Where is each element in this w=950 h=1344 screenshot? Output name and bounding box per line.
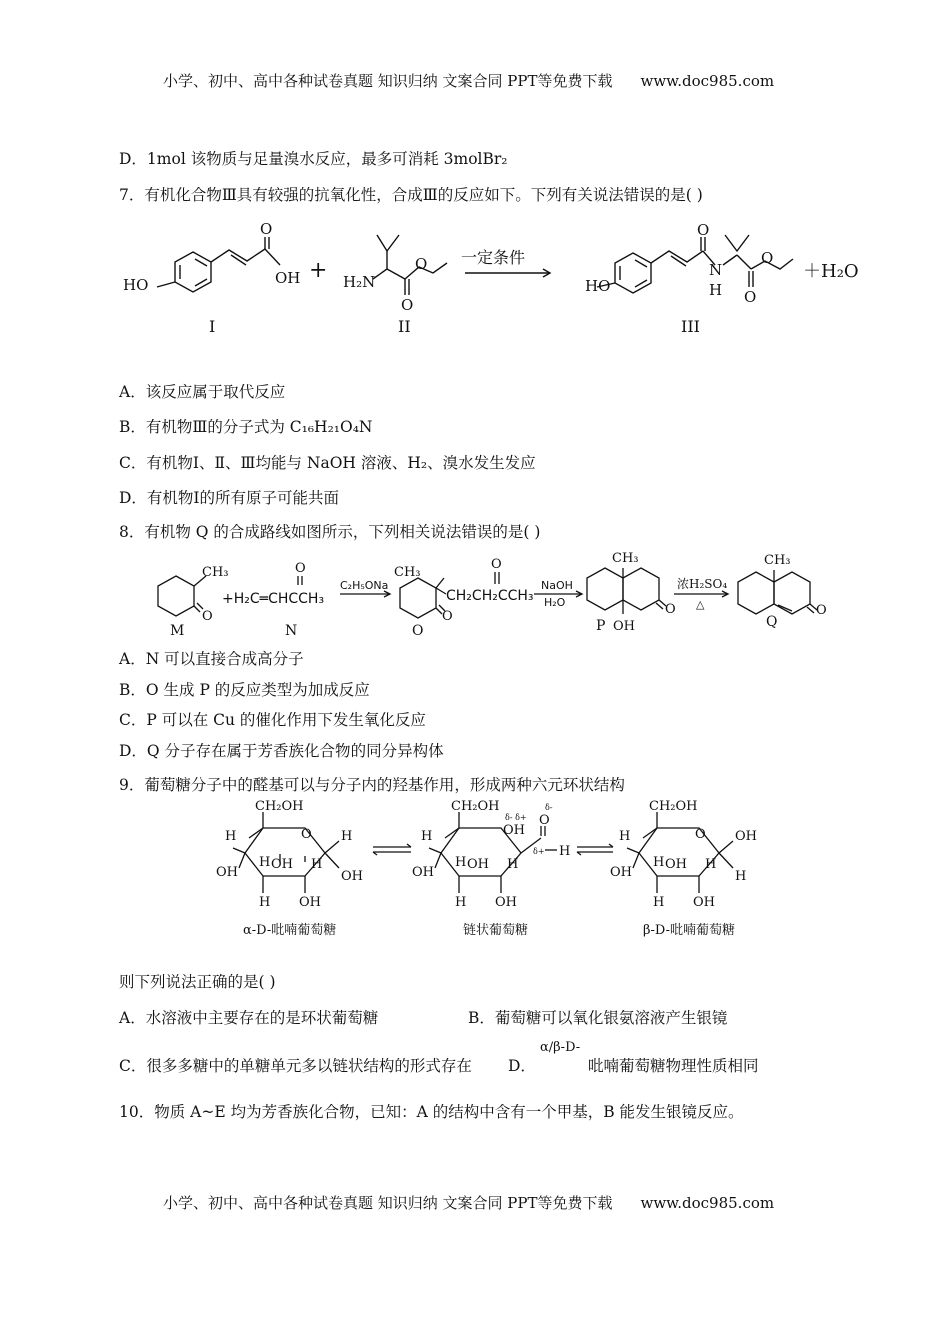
page-header [163,70,774,91]
q7-option-d: D．有机物Ⅰ的所有原子可能共面 [119,489,340,507]
svg-text:OH: OH [275,269,301,287]
svg-text:O: O [539,813,550,828]
svg-text:N: N [709,261,723,279]
q8-option-d: D．Q 分子存在属于芳香族化合物的同分异构体 [119,742,444,760]
svg-text:HO: HO [123,276,149,294]
svg-text:CH₃: CH₃ [612,551,639,566]
svg-text:O: O [202,609,213,624]
q8-ring-p-left [587,568,623,610]
svg-text:δ-: δ- [545,803,553,812]
svg-text:H: H [559,844,571,859]
svg-text:OH: OH [216,865,238,880]
svg-text:HO: HO [585,277,611,295]
svg-text:O: O [665,602,676,617]
q8-option-b: B．O 生成 P 的反应类型为加成反应 [119,681,370,699]
svg-text:OH: OH [341,869,363,884]
q7-reaction-scheme [115,215,875,340]
q8-ring-m [158,576,194,616]
svg-text:O: O [415,255,428,273]
svg-text:δ+: δ+ [533,847,545,856]
svg-text:OH: OH [693,895,715,910]
q7-option-b: B．有机物Ⅲ的分子式为 C₁₆H₂₁O₄N [119,418,373,436]
svg-text:H: H [507,857,519,872]
q9-option-a: A．水溶液中主要存在的是环状葡萄糖 [119,1009,379,1027]
svg-text:CH₃: CH₃ [764,553,791,568]
q8-reagent-1: C₂H₅ONa [340,579,389,592]
page-footer [163,1192,774,1213]
svg-text:O: O [816,603,827,618]
q8-ring-o [400,578,436,618]
svg-text:+: + [309,258,328,283]
q8-label-q: Q [766,614,778,630]
header-url[interactable]: www.doc985.com [640,72,775,90]
svg-text:δ- δ+: δ- δ+ [505,813,527,822]
svg-text:OH: OH [299,895,321,910]
q10-stem: 10．物质 A~E 均为芳香族化合物，已知：A 的结构中含有一个甲基，B 能发生银镜反应。 [119,1103,744,1121]
q8-reagent-3-bottom: △ [696,598,705,611]
svg-text:H: H [709,281,723,299]
q9-option-d-prefix: D． [508,1057,536,1075]
svg-text:O: O [695,827,706,842]
svg-text:O: O [491,557,502,572]
q8-option-a: A．N 可以直接合成高分子 [119,650,304,668]
q8-label-n: N [285,623,298,639]
svg-text:O: O [260,220,273,238]
footer-url[interactable]: www.doc985.com [640,1194,775,1212]
q8-stem: 8．有机物 Q 的合成路线如图所示，下列相关说法错误的是( ) [119,523,541,541]
q9-glucose-structures [215,798,765,943]
svg-text:H: H [653,895,665,910]
svg-text:H: H [653,855,665,870]
svg-text:OH: OH [613,619,635,634]
q8-label-m: M [170,623,185,639]
svg-text:OH: OH [665,857,687,872]
svg-text:CH₂OH: CH₂OH [255,799,304,814]
svg-text:CH₃: CH₃ [202,565,229,580]
q7-stem: 7．有机化合物Ⅲ具有较强的抗氧化性，合成Ⅲ的反应如下。下列有关说法错误的是( ) [119,186,703,204]
q7-option-c: C．有机物Ⅰ、Ⅱ、Ⅲ均能与 NaOH 溶液、H₂、溴水发生发应 [119,454,536,472]
svg-text:OH: OH [495,895,517,910]
svg-text:H: H [421,829,433,844]
svg-text:O: O [442,609,453,624]
svg-text:O: O [761,249,774,267]
q7-condition: 一定条件 [461,248,526,267]
svg-text:O: O [744,288,757,306]
svg-text:H₂N: H₂N [343,273,376,291]
svg-text:O: O [697,221,710,239]
q9-follow: 则下列说法正确的是( ) [119,973,276,991]
svg-text:H: H [225,829,237,844]
svg-text:OH: OH [610,865,632,880]
q8-label-p: P [596,618,606,634]
q8-synthesis-route [150,548,840,643]
q8-ring-q-left [738,572,774,614]
q8-reagent-2-bottom: H₂O [544,596,566,609]
svg-text:H: H [341,829,353,844]
q9-option-d-rest: 吡喃葡萄糖物理性质相同 [588,1057,759,1075]
q9-option-c: C．很多多糖中的单糖单元多以链状结构的形式存在 [119,1057,472,1075]
q6-option-d: D．1mol 该物质与足量溴水反应，最多可消耗 3molBr₂ [119,150,508,168]
svg-text:H: H [259,855,271,870]
svg-text:CH₂OH: CH₂OH [451,799,500,814]
svg-text:O: O [401,296,414,314]
q9-label-chain: 链状葡萄糖 [463,923,529,938]
svg-text:H: H [311,857,323,872]
q8-reagent-2-top: NaOH [541,579,573,592]
q7-water: ＋H₂O [803,261,859,282]
svg-text:OH: OH [503,823,525,838]
q8-reagent-3-top: 浓H₂SO₄ [677,577,728,591]
svg-text:H: H [259,895,271,910]
q7-option-a: A．该反应属于取代反应 [119,383,286,401]
svg-text:OH: OH [467,857,489,872]
svg-text:H: H [705,857,717,872]
q9-label-beta: β-D-吡喃葡萄糖 [643,923,735,938]
q8-label-o: O [412,623,424,639]
svg-text:OH: OH [271,857,293,872]
q7-label-ii: II [398,317,411,336]
svg-text:OH: OH [412,865,434,880]
header-text: 小学、初中、高中各种试卷真题 知识归纳 文案合同 PPT等免费下载 [163,72,613,90]
q9-label-alpha: α-D-吡喃葡萄糖 [243,923,337,938]
svg-text:H: H [455,895,467,910]
q9-stem: 9．葡萄糖分子中的醛基可以与分子内的羟基作用，形成两种六元环状结构 [119,776,625,794]
svg-text:H: H [735,869,747,884]
q8-o-chain: CH₂CH₂CCH₃ [446,588,534,604]
q9-option-d-top: α/β-D- [540,1040,581,1055]
q7-label-i: I [209,317,216,336]
svg-text:OH: OH [735,829,757,844]
q8-n-formula: +H₂C═CHCCH₃ [222,591,325,607]
q8-option-c: C．P 可以在 Cu 的催化作用下发生氧化反应 [119,711,426,729]
svg-text:CH₃: CH₃ [394,565,421,580]
svg-text:H: H [455,855,467,870]
svg-text:CH₂OH: CH₂OH [649,799,698,814]
svg-text:O: O [301,827,312,842]
svg-text:H: H [619,829,631,844]
svg-text:O: O [295,561,306,576]
q9-option-b: B．葡萄糖可以氧化银氨溶液产生银镜 [468,1009,728,1027]
q7-label-iii: III [681,317,700,336]
footer-text: 小学、初中、高中各种试卷真题 知识归纳 文案合同 PPT等免费下载 [163,1194,613,1212]
